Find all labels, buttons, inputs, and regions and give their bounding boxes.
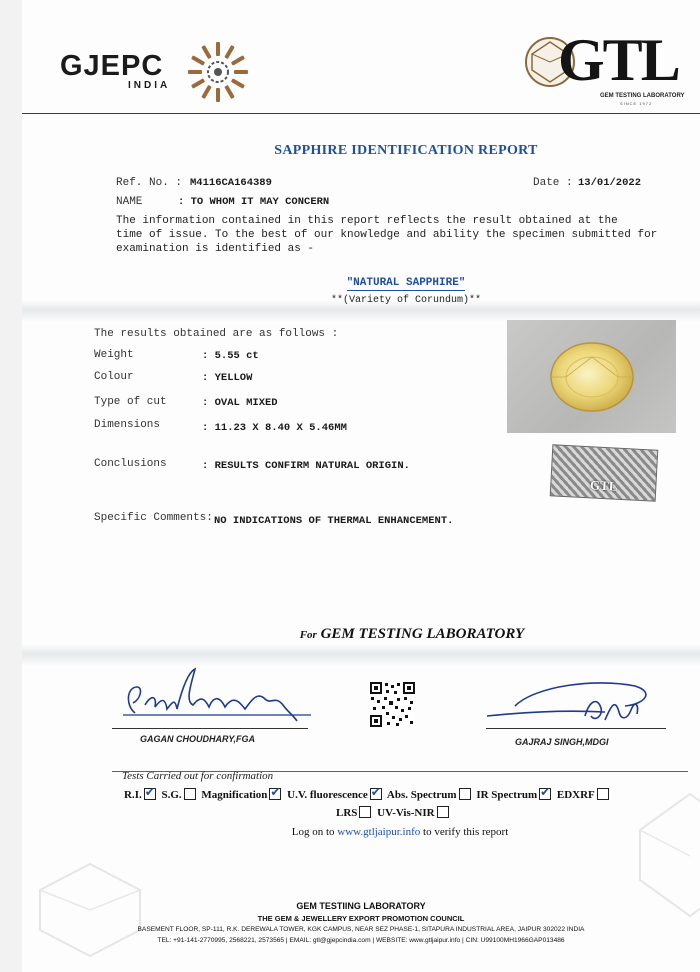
conclusions-value: : RESULTS CONFIRM NATURAL ORIGIN. [202,460,410,472]
for-prefix: For [299,629,317,641]
ref-label: Ref. No. : [116,177,183,189]
date-label: Date : [533,177,573,189]
colour-value: : YELLOW [202,372,253,384]
right-signatory-name: GAJRAJ SINGH,MDGI [515,737,609,747]
gtl-logo-since: SINCE 1972 [620,101,653,106]
logon-prefix: Log on to [291,826,335,838]
results-intro: The results obtained are as follows : [94,328,339,340]
test-sg-checkbox [184,788,196,800]
dimensions-label: Dimensions [94,419,161,431]
cut-label: Type of cut [94,396,167,408]
weight-value: : 5.55 ct [202,350,259,362]
verify-line [0,826,700,838]
test-ir-label: IR Spectrum [476,789,538,801]
name-label: NAME [116,196,143,208]
paper-fold [22,644,700,666]
gtl-logo-subtext: GEM TESTING LABORATORY [600,93,685,99]
test-magnification-label: Magnification [201,789,268,801]
logon-suffix: to verify this report [423,826,509,838]
test-uvvis-label: UV-Vis-NIR [377,807,435,819]
ref-value: M4116CA164389 [190,177,272,189]
colour-label: Colour [94,371,134,383]
test-uvvis-checkbox [437,806,449,818]
gjepc-logo-subtext: INDIA [128,80,171,91]
footer-address: BASEMENT FLOOR, SP-111, R.K. DEREWALA TOWER, KGK CAMPUS, NEAR SEZ PHASE-1, SITAPURA INDUSTRIAL AREA, JAIPUR 302022 INDIA [137,926,585,933]
left-signature-line [112,728,308,729]
test-ir-checkbox [539,788,551,800]
comments-label: Specific Comments: [94,512,213,524]
intro-line: examination is identified as - [116,243,315,255]
weight-label: Weight [94,349,134,361]
intro-line: The information contained in this report reflects the result obtained at the [116,215,618,227]
identified-as [0,277,700,289]
hologram-text: GTL [589,477,618,494]
footer-lab-name: GEM TESTIING LABORATORY [296,901,426,911]
for-lab-heading [0,626,700,643]
sapphire-gem-icon [507,320,676,433]
comments-value: NO INDICATIONS OF THERMAL ENHANCEMENT. [214,515,454,527]
cut-value: : OVAL MIXED [202,397,278,409]
footer-contact: TEL: +91-141-2770995, 2568221, 2573565 | EMAIL: gtl@gjepcindia.com | WEBSITE: www.gtljaipur.info | CIN: U99100MH1966GAP013486 [157,937,565,944]
header-divider [22,113,700,114]
test-edxrf-checkbox [597,788,609,800]
variety-text: **(Variety of Corundum)** [330,295,482,306]
gtl-logo-text: GTL [558,27,679,93]
test-uv-checkbox [370,788,382,800]
verify-link[interactable]: www.gtljaipur.info [337,826,421,838]
test-uv-label: U.V. fluorescence [287,789,368,801]
test-sg-label: S.G. [161,789,182,801]
qr-code-icon [370,682,415,727]
right-signature-icon [485,676,665,732]
tests-row-2 [336,806,452,819]
test-ri-checkbox [144,788,156,800]
test-lrs-label: LRS [336,807,358,819]
date-value: 13/01/2022 [578,177,642,189]
gjepc-emblem-icon [186,40,250,104]
report-title: SAPPHIRE IDENTIFICATION REPORT [274,143,538,158]
gjepc-logo-text: GJEPC [60,50,164,82]
test-abs-checkbox [459,788,471,800]
test-lrs-checkbox [359,806,371,818]
left-signature-icon [115,665,315,725]
test-edxrf-label: EDXRF [556,789,595,801]
test-magnification-checkbox [269,788,281,800]
intro-line: time of issue. To the best of our knowledge and ability the specimen submitted for [116,229,658,241]
left-signatory-name: GAGAN CHOUDHARY,FGA [140,734,256,744]
for-lab-name: GEM TESTING LABORATORY [320,626,525,642]
footer-council: THE GEM & JEWELLERY EXPORT PROMOTION COUNCIL [257,914,465,923]
test-ri-label: R.I. [124,789,142,801]
name-value: : TO WHOM IT MAY CONCERN [178,196,330,208]
test-abs-label: Abs. Spectrum [386,789,457,801]
intro-paragraph [116,214,700,256]
right-signature-line [486,728,666,729]
tests-title: Tests Carried out for confirmation [122,770,274,782]
gemstone-photo [507,320,676,433]
identified-as-text: "NATURAL SAPPHIRE" [346,277,466,289]
tests-row-1 [124,788,612,801]
conclusions-label: Conclusions [94,458,167,470]
dimensions-value: : 11.23 X 8.40 X 5.46MM [202,422,347,434]
